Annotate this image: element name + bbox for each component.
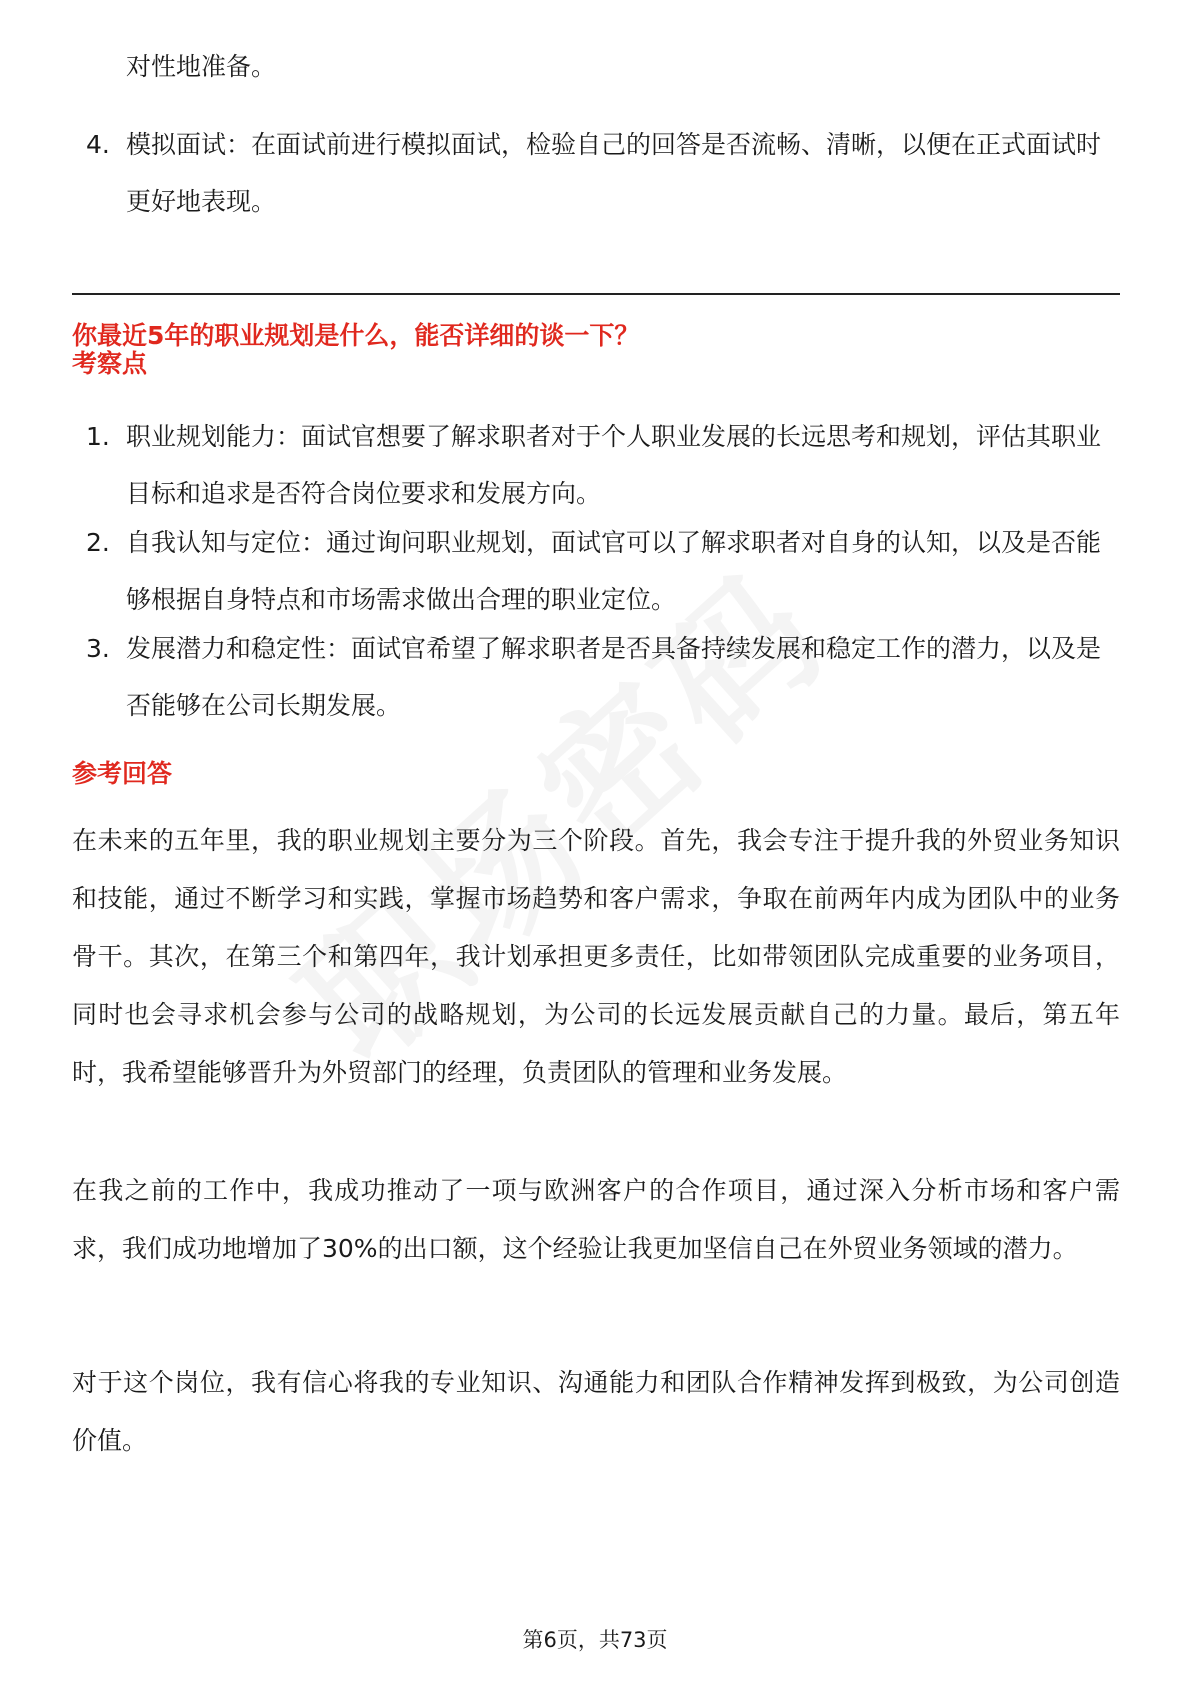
list-item (86, 116, 1120, 230)
list-text: 职业规划能力：面试官想要了解求职者对于个人职业发展的长远思考和规划，评估其职业目标和追求是否符合岗位要求和发展方向。 (126, 422, 1102, 508)
answer-paragraph: 在我之前的工作中，我成功推动了一项与欧洲客户的合作项目，通过深入分析市场和客户需求，我们成功地增加了30%的出口额，这个经验让我更加坚信自己在外贸业务领域的潜力。 (72, 1176, 1120, 1263)
section-divider (72, 293, 1120, 295)
list-number: 4. (86, 130, 110, 159)
list-text: 模拟面试：在面试前进行模拟面试，检验自己的回答是否流畅、清晰，以便在正式面试时更好地表现。 (126, 130, 1102, 216)
list-number: 2. (86, 528, 110, 557)
answer-paragraph: 在未来的五年里，我的职业规划主要分为三个阶段。首先，我会专注于提升我的外贸业务知识和技能，通过不断学习和实践，掌握市场趋势和客户需求，争取在前两年内成为团队中的业务骨干。其次，在第三个和第四年，我计划承担更多责任，比如带领团队完成重要的业务项目，同时也会寻求机会参与公司的战略规划，为公司的长远发展贡献自己的力量。最后，第五年时，我希望能够晋升为外贸部门的经理，负责团队的管理和业务发展。 (72, 826, 1120, 1087)
list-item (86, 514, 1120, 628)
answer-heading: 参考回答 (72, 759, 173, 788)
list-number: 1. (86, 422, 110, 451)
continuation-text: 对性地准备。 (126, 52, 277, 81)
points-heading: 考察点 (72, 349, 148, 378)
list-item (86, 408, 1120, 522)
question-title: 你最近5年的职业规划是什么，能否详细的谈一下？ (72, 321, 640, 350)
page-footer: 第6页，共73页 (522, 1628, 668, 1652)
list-item (86, 620, 1120, 734)
list-text: 发展潜力和稳定性：面试官希望了解求职者是否具备持续发展和稳定工作的潜力，以及是否能够在公司长期发展。 (126, 634, 1102, 720)
list-number: 3. (86, 634, 110, 663)
list-text: 自我认知与定位：通过询问职业规划，面试官可以了解求职者对自身的认知，以及是否能够根据自身特点和市场需求做出合理的职业定位。 (126, 528, 1102, 614)
answer-paragraph: 对于这个岗位，我有信心将我的专业知识、沟通能力和团队合作精神发挥到极致，为公司创造价值。 (72, 1368, 1120, 1455)
